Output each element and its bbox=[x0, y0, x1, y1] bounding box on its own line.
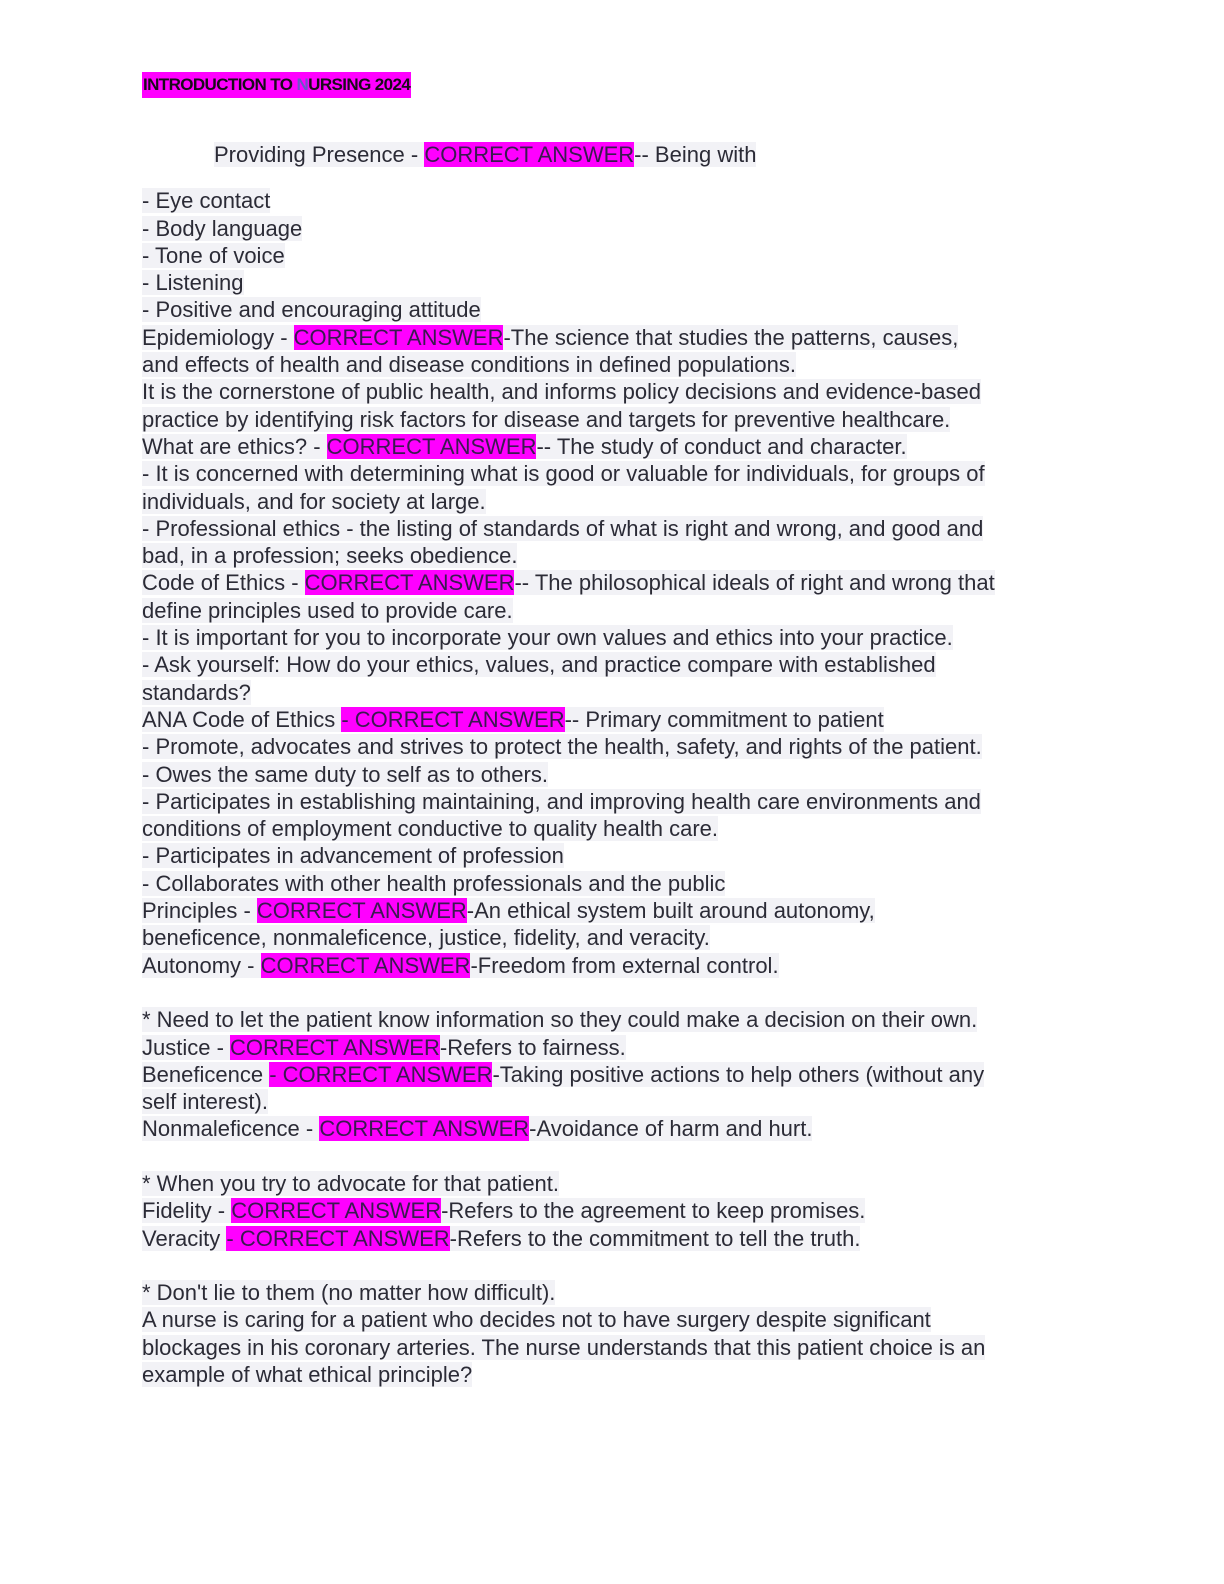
line-text: It is the cornerstone of public health, and informs policy decisions and evidence-based bbox=[142, 379, 981, 405]
term-text: Code of Ethics - bbox=[142, 570, 305, 596]
text-line bbox=[142, 406, 1102, 433]
line-text: A nurse is caring for a patient who decides not to have surgery despite significant bbox=[142, 1307, 931, 1333]
answer-text: -An ethical system built around autonomy, bbox=[466, 898, 875, 924]
text-line bbox=[142, 1006, 1102, 1033]
line-text: - Participates in establishing maintaining, and improving health care environments and bbox=[142, 788, 981, 814]
correct-answer-highlight: CORRECT ANSWER bbox=[256, 898, 467, 924]
correct-answer-highlight: CORRECT ANSWER bbox=[230, 1034, 440, 1060]
text-line bbox=[142, 215, 1102, 242]
correct-answer-highlight: CORRECT ANSWER bbox=[293, 324, 504, 350]
text-line bbox=[142, 870, 1102, 897]
answer-text: -Freedom from external control. bbox=[470, 952, 779, 978]
term-text: Fidelity - bbox=[142, 1198, 232, 1224]
line-text: conditions of employment conductive to quality health care. bbox=[142, 816, 718, 842]
text-line bbox=[142, 1170, 1102, 1197]
text-line bbox=[142, 351, 1102, 378]
line-text: * When you try to advocate for that patient. bbox=[142, 1170, 560, 1196]
question-line bbox=[142, 569, 1102, 596]
correct-answer-highlight: - CORRECT ANSWER bbox=[226, 1225, 450, 1251]
text-line bbox=[142, 242, 1102, 269]
correct-answer-highlight: CORRECT ANSWER bbox=[319, 1116, 530, 1142]
line-text: - Ask yourself: How do your ethics, values, and practice compare with established bbox=[142, 652, 936, 678]
text-line bbox=[142, 515, 1102, 542]
answer-text: -The science that studies the patterns, causes, bbox=[503, 324, 959, 350]
line-text: blockages in his coronary arteries. The nurse understands that this patient choice is an bbox=[142, 1334, 986, 1360]
text-line bbox=[142, 733, 1102, 760]
text-line bbox=[142, 842, 1102, 869]
answer-text: -- The study of conduct and character. bbox=[536, 433, 907, 459]
text-line bbox=[142, 296, 1102, 323]
text-line bbox=[142, 761, 1102, 788]
text-line bbox=[142, 1279, 1102, 1306]
line-text: and effects of health and disease conditions in defined populations. bbox=[142, 352, 796, 378]
blank-line bbox=[142, 1252, 1102, 1279]
document-title bbox=[142, 72, 411, 98]
text-line bbox=[142, 624, 1102, 651]
term-text: Providing Presence - bbox=[214, 142, 425, 167]
question-line bbox=[142, 706, 1102, 733]
line-text: - Positive and encouraging attitude bbox=[142, 297, 481, 323]
line-text: practice by identifying risk factors for disease and targets for preventive healthcare. bbox=[142, 406, 951, 432]
title-part-1: INTRODUCTION TO bbox=[143, 75, 297, 94]
text-line bbox=[142, 815, 1102, 842]
text-line bbox=[142, 651, 1102, 678]
text-line bbox=[142, 460, 1102, 487]
term-text: What are ethics? - bbox=[142, 433, 327, 459]
line-text: - Tone of voice bbox=[142, 242, 285, 268]
blank-line bbox=[142, 979, 1102, 1006]
text-line bbox=[142, 1306, 1102, 1333]
question-line bbox=[142, 952, 1102, 979]
question-line bbox=[142, 1115, 1102, 1142]
text-line bbox=[142, 679, 1102, 706]
line-text: standards? bbox=[142, 679, 251, 705]
question-line bbox=[142, 1061, 1102, 1088]
blank-line bbox=[142, 1143, 1102, 1170]
question-line bbox=[142, 1225, 1102, 1252]
answer-text: -Refers to the commitment to tell the truth. bbox=[449, 1225, 861, 1251]
correct-answer-highlight: CORRECT ANSWER bbox=[260, 952, 471, 978]
answer-text: -- The philosophical ideals of right and wrong that bbox=[514, 570, 995, 596]
line-text: - It is important for you to incorporate your own values and ethics into your practice. bbox=[142, 625, 953, 651]
correct-answer-highlight: CORRECT ANSWER bbox=[231, 1198, 442, 1224]
question-line bbox=[142, 1197, 1102, 1224]
line-text: beneficence, nonmaleficence, justice, fidelity, and veracity. bbox=[142, 925, 710, 951]
line-text: example of what ethical principle? bbox=[142, 1362, 473, 1388]
line-text: - Listening bbox=[142, 270, 244, 296]
answer-text: -Avoidance of harm and hurt. bbox=[529, 1116, 813, 1142]
line-text: - Participates in advancement of profession bbox=[142, 843, 564, 869]
line-text: - Owes the same duty to self as to others. bbox=[142, 761, 548, 787]
term-text: Principles - bbox=[142, 898, 257, 924]
question-line bbox=[214, 141, 1102, 168]
text-line bbox=[142, 488, 1102, 515]
term-text: ANA Code of Ethics bbox=[142, 706, 342, 732]
text-line bbox=[142, 187, 1102, 214]
document-body bbox=[142, 141, 1102, 1388]
title-part-2: URSING 2024 bbox=[308, 75, 411, 94]
line-text: define principles used to provide care. bbox=[142, 597, 513, 623]
text-line bbox=[142, 597, 1102, 624]
term-text: Beneficence bbox=[142, 1061, 270, 1087]
answer-text: -- Being with bbox=[634, 142, 757, 167]
line-text: - Body language bbox=[142, 215, 303, 241]
question-line bbox=[142, 324, 1102, 351]
term-text: Autonomy - bbox=[142, 952, 261, 978]
line-text: bad, in a profession; seeks obedience. bbox=[142, 543, 518, 569]
title-letter-n: N bbox=[296, 75, 309, 94]
term-text: Nonmaleficence - bbox=[142, 1116, 320, 1142]
question-line bbox=[142, 1034, 1102, 1061]
line-text: - Collaborates with other health professionals and the public bbox=[142, 870, 726, 896]
question-line bbox=[142, 897, 1102, 924]
correct-answer-highlight: CORRECT ANSWER bbox=[326, 433, 537, 459]
text-line bbox=[142, 378, 1102, 405]
answer-text: -Refers to the agreement to keep promises. bbox=[441, 1198, 866, 1224]
correct-answer-highlight: - CORRECT ANSWER bbox=[341, 706, 565, 732]
line-text: - Professional ethics - the listing of standards of what is right and wrong, and good and bbox=[142, 515, 984, 541]
answer-text: -Taking positive actions to help others (without any bbox=[492, 1061, 985, 1087]
text-line bbox=[142, 788, 1102, 815]
line-text: individuals, and for society at large. bbox=[142, 488, 486, 514]
text-line bbox=[142, 1334, 1102, 1361]
term-text: Veracity bbox=[142, 1225, 227, 1251]
line-text: * Need to let the patient know information so they could make a decision on their own. bbox=[142, 1007, 978, 1033]
correct-answer-highlight: - CORRECT ANSWER bbox=[269, 1061, 493, 1087]
text-line bbox=[142, 924, 1102, 951]
answer-text: -- Primary commitment to patient bbox=[564, 706, 884, 732]
answer-text: -Refers to fairness. bbox=[439, 1034, 626, 1060]
line-text: - Eye contact bbox=[142, 188, 271, 214]
text-line bbox=[142, 542, 1102, 569]
term-text: Epidemiology - bbox=[142, 324, 294, 350]
line-text: - It is concerned with determining what is good or valuable for individuals, for groups of bbox=[142, 461, 985, 487]
line-text: self interest). bbox=[142, 1089, 268, 1115]
line-text: * Don't lie to them (no matter how difficult). bbox=[142, 1280, 556, 1306]
term-text: Justice - bbox=[142, 1034, 231, 1060]
correct-answer-highlight: CORRECT ANSWER bbox=[424, 142, 635, 167]
text-line bbox=[142, 269, 1102, 296]
correct-answer-highlight: CORRECT ANSWER bbox=[304, 570, 515, 596]
question-line bbox=[142, 433, 1102, 460]
line-text: - Promote, advocates and strives to protect the health, safety, and rights of the patient. bbox=[142, 734, 982, 760]
text-line bbox=[142, 1361, 1102, 1388]
text-line bbox=[142, 1088, 1102, 1115]
